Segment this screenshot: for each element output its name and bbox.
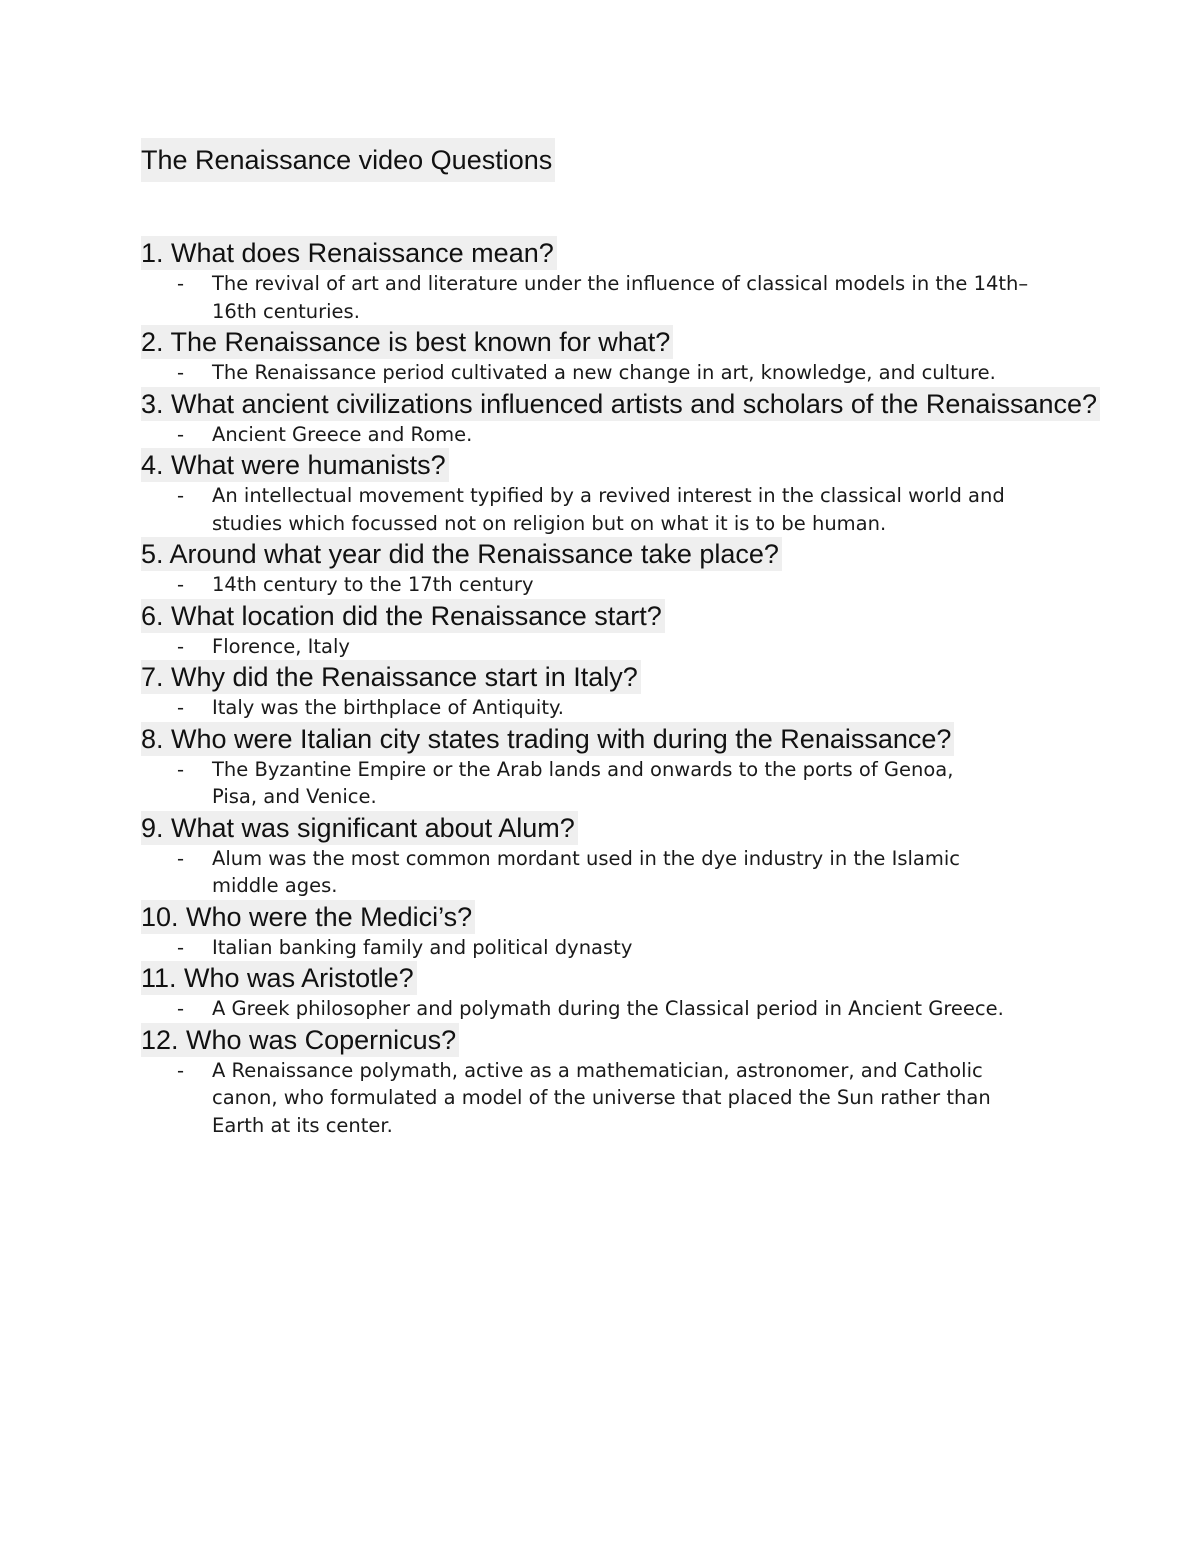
- answer-body: Florence, Italy: [212, 634, 350, 658]
- bullet-dash: -: [177, 1058, 185, 1082]
- question-text: 12. Who was Copernicus?: [141, 1023, 459, 1057]
- bullet-dash: -: [177, 634, 185, 658]
- question-text: 8. Who were Italian city states trading with during the Renaissance?: [141, 722, 954, 756]
- qa-item: [141, 900, 1191, 962]
- answer-text: [141, 934, 1042, 962]
- question-text: 2. The Renaissance is best known for what?: [141, 325, 673, 359]
- qa-item: [141, 448, 1191, 537]
- document-page: [141, 138, 1191, 1139]
- qa-item: [141, 660, 1191, 722]
- bullet-dash: -: [177, 272, 185, 295]
- document-title: The Renaissance video Questions: [141, 138, 555, 182]
- qa-item: [141, 722, 1191, 811]
- answer-body: The Renaissance period cultivated a new change in art, knowledge, and culture.: [212, 361, 996, 384]
- bullet-dash: -: [177, 696, 185, 719]
- answer-body: 14th century to the 17th century: [212, 573, 534, 596]
- answer-body: A Renaissance polymath, active as a mathematician, astronomer, and Catholic canon, who formulated a model of the universe that placed the Sun rather than Earth at its center.: [212, 1058, 991, 1137]
- qa-item: [141, 236, 1191, 325]
- answer-text: [141, 756, 1002, 811]
- answer-body: A Greek philosopher and polymath during the Classical period in Ancient Greece.: [212, 997, 1004, 1020]
- bullet-dash: -: [177, 422, 185, 446]
- answer-body: The revival of art and literature under the influence of classical models in the 14th–16th centuries.: [212, 272, 1029, 323]
- bullet-dash: -: [177, 846, 185, 870]
- question-text: 1. What does Renaissance mean?: [141, 236, 557, 270]
- question-text: 3. What ancient civilizations influenced artists and scholars of the Renaissance?: [141, 387, 1100, 421]
- question-text: 10. Who were the Medici’s?: [141, 900, 475, 934]
- answer-body: An intellectual movement typified by a revived interest in the classical world and studies which focussed not on religion but on what it is to be human.: [212, 484, 1005, 535]
- bullet-dash: -: [177, 935, 185, 959]
- answer-text: [141, 995, 1052, 1023]
- answer-text: [141, 1057, 1032, 1140]
- bullet-dash: -: [177, 573, 185, 596]
- question-text: 7. Why did the Renaissance start in Italy?: [141, 660, 641, 694]
- qa-item: [141, 961, 1191, 1023]
- question-text: 6. What location did the Renaissance start?: [141, 599, 665, 633]
- qa-item: [141, 599, 1191, 661]
- bullet-dash: -: [177, 484, 185, 507]
- answer-body: Italy was the birthplace of Antiquity.: [212, 696, 564, 719]
- answer-text: [141, 633, 1042, 661]
- answer-text: [141, 482, 1022, 537]
- answer-text: [141, 359, 1032, 387]
- bullet-dash: -: [177, 757, 185, 781]
- answer-text: [141, 571, 1042, 599]
- answer-text: [141, 694, 1042, 722]
- answer-text: [141, 845, 1002, 900]
- question-text: 11. Who was Aristotle?: [141, 961, 417, 995]
- answer-text: [141, 421, 1042, 449]
- answer-body: Italian banking family and political dynasty: [212, 935, 633, 959]
- question-text: 4. What were humanists?: [141, 448, 449, 482]
- qa-item: [141, 1023, 1191, 1140]
- qa-item: [141, 325, 1191, 387]
- answer-text: [141, 270, 1052, 325]
- qa-item: [141, 387, 1191, 449]
- answer-body: The Byzantine Empire or the Arab lands and onwards to the ports of Genoa, Pisa, and Venice.: [212, 757, 954, 808]
- question-text: 9. What was significant about Alum?: [141, 811, 578, 845]
- answer-body: Alum was the most common mordant used in the dye industry in the Islamic middle ages.: [212, 846, 960, 897]
- qa-item: [141, 537, 1191, 599]
- question-text: 5. Around what year did the Renaissance take place?: [141, 537, 782, 571]
- qa-item: [141, 811, 1191, 900]
- answer-body: Ancient Greece and Rome.: [212, 422, 473, 446]
- bullet-dash: -: [177, 361, 185, 384]
- bullet-dash: -: [177, 997, 185, 1020]
